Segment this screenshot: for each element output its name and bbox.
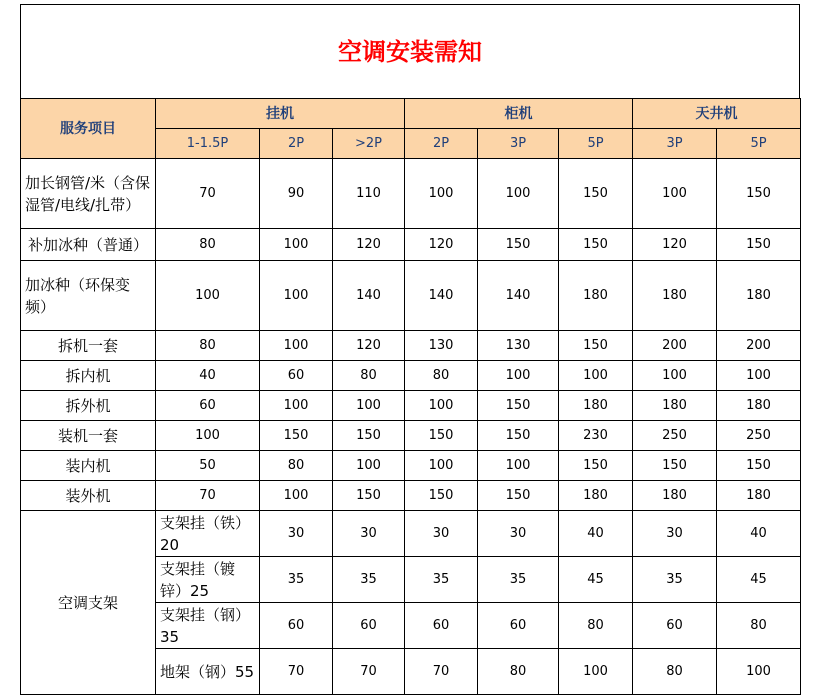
- price-cell: 30: [405, 511, 478, 557]
- price-cell: 100: [260, 391, 333, 421]
- price-cell: 200: [717, 331, 801, 361]
- row-label: 加冰种（环保变频）: [21, 261, 156, 331]
- row-label: 加长钢管/米（含保湿管/电线/扎带）: [21, 159, 156, 229]
- price-cell: 50: [156, 451, 260, 481]
- bracket-type-label: 支架挂（镀锌）25: [156, 557, 260, 603]
- table-row: [21, 361, 801, 391]
- price-cell: 35: [478, 557, 559, 603]
- table-row: [21, 391, 801, 421]
- price-cell: 100: [478, 451, 559, 481]
- price-cell: 150: [717, 229, 801, 261]
- price-cell: 100: [260, 331, 333, 361]
- price-cell: 45: [559, 557, 633, 603]
- size-header: 5P: [717, 129, 801, 159]
- price-cell: 150: [260, 421, 333, 451]
- price-cell: 150: [478, 481, 559, 511]
- price-cell: 100: [633, 159, 717, 229]
- price-cell: 80: [633, 649, 717, 695]
- price-cell: 35: [333, 557, 405, 603]
- price-cell: 180: [633, 261, 717, 331]
- group-header-cabinet: 柜机: [405, 99, 633, 129]
- price-cell: 120: [405, 229, 478, 261]
- price-cell: 70: [156, 481, 260, 511]
- price-cell: 80: [717, 603, 801, 649]
- price-cell: 30: [633, 511, 717, 557]
- price-cell: 180: [717, 261, 801, 331]
- group-header-ceiling: 天井机: [633, 99, 801, 129]
- price-cell: 150: [478, 391, 559, 421]
- price-cell: 230: [559, 421, 633, 451]
- price-cell: 80: [559, 603, 633, 649]
- price-cell: 100: [156, 261, 260, 331]
- group-header-wall: 挂机: [156, 99, 405, 129]
- price-cell: 100: [333, 391, 405, 421]
- page-title: 空调安装需知: [338, 38, 482, 66]
- table-row: [21, 159, 801, 229]
- price-cell: 70: [405, 649, 478, 695]
- table-row: [21, 511, 801, 557]
- row-label: 装内机: [21, 451, 156, 481]
- row-label: 拆机一套: [21, 331, 156, 361]
- price-cell: 150: [559, 229, 633, 261]
- price-cell: 30: [260, 511, 333, 557]
- price-cell: 180: [717, 391, 801, 421]
- price-cell: 80: [260, 451, 333, 481]
- price-cell: 120: [333, 331, 405, 361]
- price-cell: 100: [717, 361, 801, 391]
- price-cell: 150: [717, 159, 801, 229]
- price-cell: 70: [333, 649, 405, 695]
- price-cell: 150: [559, 331, 633, 361]
- title-box: [20, 4, 800, 98]
- price-cell: 150: [405, 421, 478, 451]
- header-row-groups: [21, 99, 801, 129]
- size-header: 1-1.5P: [156, 129, 260, 159]
- price-cell: 180: [633, 391, 717, 421]
- price-cell: 150: [333, 421, 405, 451]
- size-header: 3P: [633, 129, 717, 159]
- price-cell: 40: [717, 511, 801, 557]
- price-cell: 150: [559, 451, 633, 481]
- price-cell: 150: [333, 481, 405, 511]
- table-row: [21, 331, 801, 361]
- price-cell: 100: [405, 391, 478, 421]
- price-cell: 35: [405, 557, 478, 603]
- price-cell: 30: [478, 511, 559, 557]
- price-cell: 30: [333, 511, 405, 557]
- price-cell: 100: [633, 361, 717, 391]
- price-cell: 100: [717, 649, 801, 695]
- row-label: 拆内机: [21, 361, 156, 391]
- table-body: [21, 159, 801, 695]
- price-cell: 70: [260, 649, 333, 695]
- price-cell: 60: [156, 391, 260, 421]
- price-cell: 80: [333, 361, 405, 391]
- page: [20, 4, 800, 695]
- price-cell: 200: [633, 331, 717, 361]
- price-cell: 100: [559, 361, 633, 391]
- price-cell: 80: [405, 361, 478, 391]
- price-cell: 150: [478, 229, 559, 261]
- price-table: [20, 98, 801, 695]
- price-cell: 140: [333, 261, 405, 331]
- price-cell: 40: [559, 511, 633, 557]
- size-header: 2P: [260, 129, 333, 159]
- price-cell: 250: [633, 421, 717, 451]
- size-header: 5P: [559, 129, 633, 159]
- size-header: >2P: [333, 129, 405, 159]
- price-cell: 60: [633, 603, 717, 649]
- price-cell: 150: [559, 159, 633, 229]
- price-cell: 100: [260, 261, 333, 331]
- price-cell: 100: [478, 159, 559, 229]
- price-cell: 90: [260, 159, 333, 229]
- price-cell: 100: [156, 421, 260, 451]
- price-cell: 180: [559, 391, 633, 421]
- size-header: 2P: [405, 129, 478, 159]
- price-cell: 100: [260, 229, 333, 261]
- price-cell: 120: [333, 229, 405, 261]
- price-cell: 150: [478, 421, 559, 451]
- price-cell: 60: [405, 603, 478, 649]
- price-cell: 70: [156, 159, 260, 229]
- table-row: [21, 261, 801, 331]
- price-cell: 35: [633, 557, 717, 603]
- price-cell: 80: [478, 649, 559, 695]
- price-cell: 60: [478, 603, 559, 649]
- price-cell: 110: [333, 159, 405, 229]
- price-cell: 140: [405, 261, 478, 331]
- price-cell: 250: [717, 421, 801, 451]
- price-cell: 150: [717, 451, 801, 481]
- price-cell: 130: [478, 331, 559, 361]
- price-cell: 180: [559, 261, 633, 331]
- price-cell: 180: [717, 481, 801, 511]
- bracket-type-label: 支架挂（铁）20: [156, 511, 260, 557]
- price-cell: 130: [405, 331, 478, 361]
- table-row: [21, 229, 801, 261]
- price-cell: 100: [260, 481, 333, 511]
- row-label: 装机一套: [21, 421, 156, 451]
- price-cell: 140: [478, 261, 559, 331]
- price-cell: 60: [260, 603, 333, 649]
- row-label: 拆外机: [21, 391, 156, 421]
- row-label: 补加冰种（普通）: [21, 229, 156, 261]
- price-cell: 150: [633, 451, 717, 481]
- row-label: 装外机: [21, 481, 156, 511]
- price-cell: 150: [405, 481, 478, 511]
- price-cell: 100: [559, 649, 633, 695]
- price-cell: 60: [333, 603, 405, 649]
- service-column-header: 服务项目: [21, 99, 156, 159]
- table-row: [21, 451, 801, 481]
- price-cell: 100: [405, 159, 478, 229]
- bracket-type-label: 地架（钢）55: [156, 649, 260, 695]
- price-cell: 35: [260, 557, 333, 603]
- price-cell: 100: [405, 451, 478, 481]
- table-row: [21, 481, 801, 511]
- price-cell: 180: [633, 481, 717, 511]
- bracket-type-label: 支架挂（钢）35: [156, 603, 260, 649]
- price-cell: 60: [260, 361, 333, 391]
- price-cell: 40: [156, 361, 260, 391]
- price-cell: 45: [717, 557, 801, 603]
- price-cell: 100: [478, 361, 559, 391]
- bracket-group-label: 空调支架: [21, 511, 156, 695]
- price-cell: 80: [156, 331, 260, 361]
- table-row: [21, 421, 801, 451]
- price-cell: 120: [633, 229, 717, 261]
- price-cell: 80: [156, 229, 260, 261]
- size-header: 3P: [478, 129, 559, 159]
- price-cell: 100: [333, 451, 405, 481]
- price-cell: 180: [559, 481, 633, 511]
